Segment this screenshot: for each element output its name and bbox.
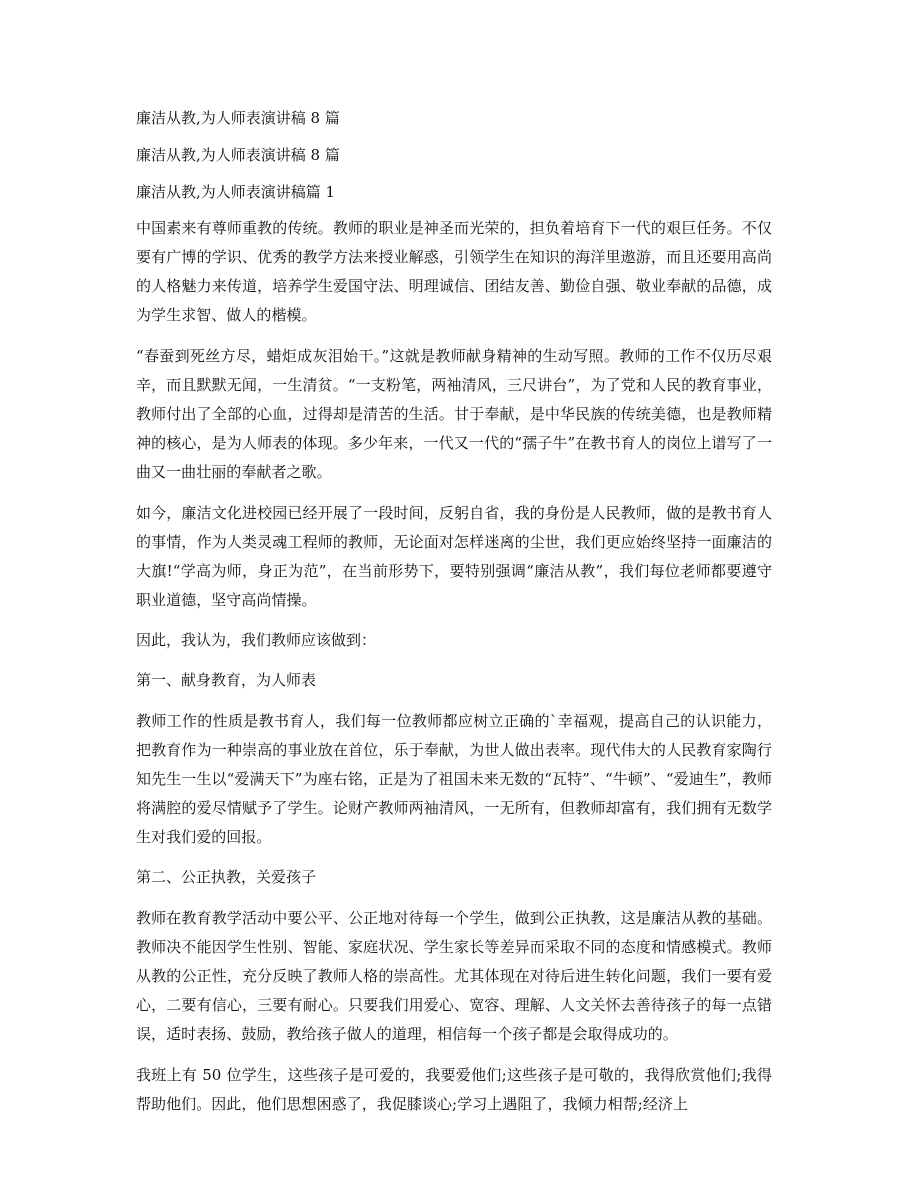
document-title-repeat: 廉洁从教,为人师表演讲稿 8 篇: [136, 146, 340, 164]
heading-second: 第二、公正执教，关爱孩子: [136, 868, 317, 886]
heading-first: 第一、献身教育，为人师表: [136, 671, 317, 689]
section-title: 廉洁从教,为人师表演讲稿篇 1: [136, 183, 336, 201]
paragraph-class-students: 我班上有 50 位学生，这些孩子是可爱的，我要爱他们;这些孩子是可敬的，我得欣赏他们;我得帮助他们。因此，他们思想困惑了，我促膝谈心;学习上遇阻了，我倾力相帮;经济上: [136, 1066, 772, 1113]
paragraph-therefore: 因此，我认为，我们教师应该做到：: [136, 631, 377, 649]
paragraph-dedication: “春蚕到死丝方尽，蜡炬成灰泪始干。”这就是教师献身精神的生动写照。教师的工作不仅历尽艰辛，而且默默无闻，一生清贫。“一支粉笔，两袖清风，三尺讲台”，为了党和人民的教育事业，教师付出了全部的心血，过得却是清苦的生活。甘于奉献，是中华民族的传统美德，也是教师精神的核心，是为人师表的体现。多少年来，一代又一代的“孺子牛”在教书育人的岗位上谱写了一曲又一曲壮丽的奉献者之歌。: [136, 347, 772, 481]
paragraph-intro: 中国素来有尊师重教的传统。教师的职业是神圣而光荣的，担负着培育下一代的艰巨任务。不仅要有广博的学识、优秀的教学方法来授业解惑，引领学生在知识的海洋里遨游，而且还要用高尚的人格魅力来传道，培养学生爱国守法、明理诚信、团结友善、勤俭自强、敬业奉献的品德，成为学生求智、做人的楷模。: [136, 219, 772, 324]
document-page: [136, 106, 772, 1131]
paragraph-integrity-culture: 如今，廉洁文化进校园已经开展了一段时间，反躬自省，我的身份是人民教师，做的是教书育人的事情，作为人类灵魂工程师的教师，无论面对怎样迷离的尘世，我们更应始终坚持一面廉洁的大旗!“学高为师，身正为范”，在当前形势下，要特别强调“廉洁从教”，我们每位老师都要遵守职业道德，坚守高尚情操。: [136, 504, 772, 609]
paragraph-first-content: 教师工作的性质是教书育人，我们每一位教师都应树立正确的`幸福观，提高自己的认识能力，把教育作为一种崇高的事业放在首位，乐于奉献，为世人做出表率。现代伟大的人民教育家陶行知先生一生以“爱满天下”为座右铭，正是为了祖国未来无数的“瓦特”、“牛顿”、“爱迪生”，教师将满腔的爱尽情赋予了学生。论财产教师两袖清风，一无所有，但教师却富有，我们拥有无数学生对我们爱的回报。: [136, 712, 772, 846]
document-title: 廉洁从教,为人师表演讲稿 8 篇: [136, 109, 340, 127]
paragraph-second-content: 教师在教育教学活动中要公平、公正地对待每一个学生，做到公正执教，这是廉洁从教的基础。教师决不能因学生性别、智能、家庭状况、学生家长等差异而采取不同的态度和情感模式。教师从教的公正性，充分反映了教师人格的崇高性。尤其体现在对待后进生转化问题，我们一要有爱心，二要有信心，三要有耐心。只要我们用爱心、宽容、理解、人文关怀去善待孩子的每一点错误，适时表扬、鼓励，教给孩子做人的道理，相信每一个孩子都是会取得成功的。: [136, 909, 772, 1043]
